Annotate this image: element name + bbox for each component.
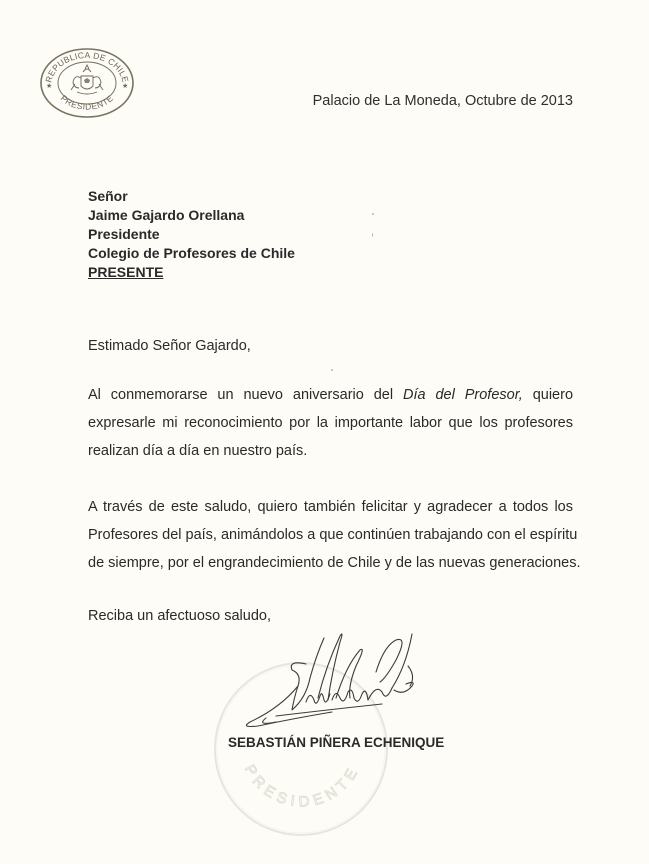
italic-phrase: Día del Profesor, <box>403 387 523 403</box>
seal-bottom-text: PRESIDENTE <box>58 92 116 112</box>
svg-text:★: ★ <box>122 83 129 90</box>
body-paragraph-1 <box>88 381 573 465</box>
signer-name: SEBASTIÁN PIÑERA ECHENIQUE <box>228 735 445 750</box>
scan-speck <box>372 213 374 215</box>
paragraph-line: Profesores del país, animándolos a que continúen trabajando con el espíritu <box>88 527 578 543</box>
addressee-organization: Colegio de Profesores de Chile <box>88 245 295 261</box>
addressee-block <box>88 187 295 282</box>
addressee-name: Jaime Gajardo Orellana <box>88 207 245 223</box>
paragraph-line: expresarle mi reconocimiento por la importante labor que los profesores <box>88 415 573 431</box>
paragraph-text: Al conmemorarse un nuevo aniversario del <box>88 387 394 403</box>
paragraph-line: A través de este saludo, quiero también felicitar y agradecer a todos los <box>88 499 573 515</box>
scan-speck <box>331 369 333 371</box>
svg-text:PRESIDENTE <box>59 93 116 112</box>
paragraph-line <box>88 381 573 409</box>
paragraph-text: quiero <box>532 387 574 403</box>
addressee-presente: PRESENTE <box>88 264 164 280</box>
paragraph-line: de siempre, por el engrandecimiento de Chile y de las nuevas generaciones. <box>88 555 581 571</box>
embossed-seal-text: PRESIDENTE <box>240 761 364 811</box>
addressee-position: Presidente <box>88 226 160 242</box>
svg-text:★: ★ <box>46 83 53 90</box>
paragraph-line: realizan día a día en nuestro país. <box>88 443 308 459</box>
seal-top-text: REPUBLICA DE CHILE <box>43 49 131 84</box>
handwritten-signature-icon <box>236 626 426 738</box>
date-line: Palacio de La Moneda, Octubre de 2013 <box>312 93 573 109</box>
scan-speck <box>372 233 373 237</box>
presidential-seal-icon <box>37 46 137 120</box>
salutation: Estimado Señor Gajardo, <box>88 338 251 354</box>
svg-text:PRESIDENTE <box>241 762 363 811</box>
closing: Reciba un afectuoso saludo, <box>88 608 271 624</box>
body-paragraph-2 <box>88 493 581 577</box>
addressee-title: Señor <box>88 188 128 204</box>
